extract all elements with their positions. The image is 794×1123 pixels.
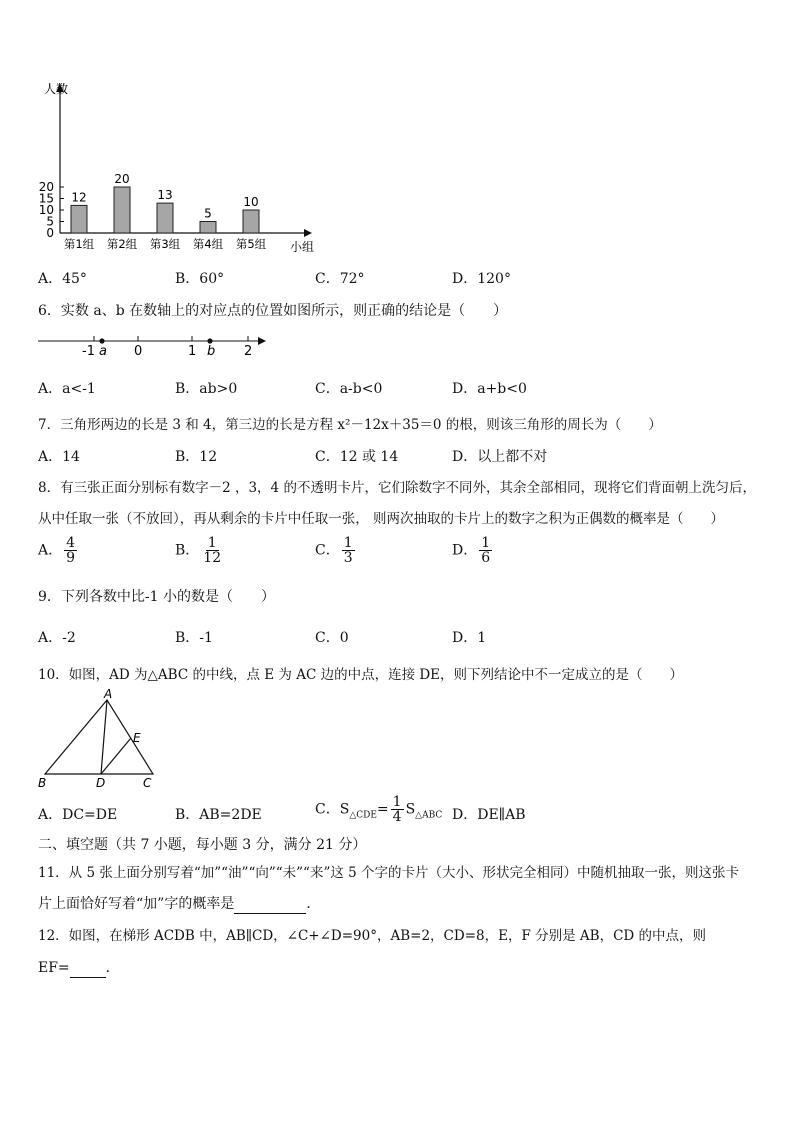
tick-label: b [207, 344, 216, 359]
option-label: B． [175, 542, 200, 559]
tick-label: -1 [82, 344, 95, 359]
option-label: C． [315, 542, 340, 559]
vertex-label: B [38, 776, 47, 790]
answer-blank[interactable] [70, 959, 106, 978]
fraction: $\frac{1}{4}$ [392, 794, 402, 825]
bar [114, 187, 130, 233]
q10-option-c[interactable]: C．$S_{\triangle CDE}=$ $\frac{1}{4}$ $S_{\triangle ABC}$ [315, 794, 443, 825]
y-tick-label: 15 [38, 191, 54, 206]
q8-option-b[interactable] [175, 536, 225, 565]
q8-stem-line2: 从中任取一张（不放回），再从剩余的卡片中任取一张， 则两次抽取的卡片上的数字之积为正偶数的概率是（ ） [38, 511, 725, 527]
q5-option-c[interactable]: C．72° [315, 271, 365, 287]
bar [243, 210, 259, 233]
vertex-label: A [104, 688, 113, 701]
q10-option-d[interactable]: D．DE∥AB [452, 807, 526, 823]
q7-stem: 7．三角形两边的长是 3 和 4，第三边的长是方程 x²－12x＋35＝0 的根，则该三角形的周长为（ ） [38, 417, 662, 433]
q10-option-b[interactable]: B．AB=2DE [175, 807, 262, 823]
q8-stem-line1: 8．有三张正面分别标有数字－2 ，3，4 的不透明卡片，它们除数字不同外，其余全部相同，现将它们背面朝上洗匀后， [38, 480, 756, 496]
q12-stem-line1: 12．如图，在梯形 ACDB 中，AB∥CD，∠C+∠D=90°，AB=2，CD=8，E，F 分别是 AB，CD 的中点，则 [38, 928, 707, 944]
y-tick-label: 5 [46, 214, 54, 229]
x-tick-label: 第2组 [106, 237, 138, 251]
q8-option-a[interactable] [38, 536, 79, 565]
data-label: 5 [204, 206, 212, 221]
data-label: 20 [114, 172, 130, 186]
x-axis-title: 小组 [290, 240, 315, 254]
y-tick-label: 10 [38, 203, 54, 217]
q9-option-b[interactable]: B．-1 [175, 630, 213, 646]
q9-option-a[interactable]: A．-2 [38, 630, 76, 646]
q6-option-c[interactable]: C．a-b<0 [315, 381, 383, 397]
q12-stem-line2: EF= ． [38, 960, 120, 976]
tick-label: 2 [244, 344, 253, 359]
q11-stem-line1: 11．从 5 张上面分别写着“加”“油”“向”“未”“来”这 5 个字的卡片（大小、形状完全相同）中随机抽取一张，则这张卡 [38, 865, 740, 881]
q5-option-b[interactable]: B．60° [175, 271, 225, 287]
number-line [38, 330, 273, 360]
point-b [207, 338, 212, 343]
x-tick-label: 第1组 [63, 237, 95, 251]
vertex-label: E [133, 731, 141, 745]
option-label: D． [452, 542, 478, 559]
fraction: $\frac{1}{3}$ [343, 535, 353, 566]
data-label: 10 [243, 195, 259, 209]
fraction: $\frac{4}{9}$ [66, 535, 76, 566]
bar [71, 205, 87, 233]
q10-stem: 10．如图，AD 为△ABC 的中线，点 E 为 AC 边的中点，连接 DE，则下列结论中不一定成立的是（ ） [38, 667, 684, 683]
q8-option-d[interactable] [452, 536, 494, 565]
data-label: 12 [71, 190, 87, 205]
q6-option-d[interactable]: D．a+b<0 [452, 381, 527, 397]
q11-stem-line2: 片上面恰好写着“加”字的概率是 ． [38, 896, 321, 912]
point-a [99, 338, 104, 343]
answer-blank[interactable] [234, 895, 306, 914]
tick-label: a [99, 344, 107, 359]
fraction: $\frac{1}{12}$ [203, 535, 222, 566]
q7-option-a[interactable]: A．14 [38, 449, 80, 465]
q6-stem: 6．实数 a、b 在数轴上的对应点的位置如图所示，则正确的结论是（ ） [38, 303, 508, 319]
q7-option-c[interactable]: C．12 或 14 [315, 449, 399, 465]
y-tick-label: 20 [38, 180, 54, 194]
q9-stem: 9．下列各数中比-1 小的数是（ ） [38, 589, 275, 605]
triangle-figure [36, 688, 160, 794]
x-tick-label: 第4组 [192, 237, 224, 251]
q5-option-d[interactable]: D．120° [452, 271, 511, 287]
section-heading: 二、填空题（共 7 小题，每小题 3 分，满分 21 分） [38, 837, 367, 853]
bar [200, 222, 216, 234]
q10-option-a[interactable]: A．DC=DE [38, 807, 118, 823]
q7-option-d[interactable]: D．以上都不对 [452, 449, 548, 465]
q6-option-b[interactable]: B．ab>0 [175, 381, 238, 397]
x-axis-arrow [304, 229, 312, 237]
y-tick-label: 0 [46, 226, 54, 240]
tick-label: 0 [134, 344, 143, 359]
y-axis-title: 人数 [44, 82, 69, 96]
q6-option-a[interactable]: A．a<-1 [38, 381, 96, 397]
q9-option-c[interactable]: C．0 [315, 630, 349, 646]
option-label: A． [38, 542, 63, 559]
fraction: $\frac{1}{6}$ [481, 535, 491, 566]
x-tick-label: 第3组 [149, 237, 181, 251]
data-label: 13 [157, 188, 173, 203]
bar [157, 203, 173, 233]
q8-option-c[interactable] [315, 536, 357, 565]
q5-option-a[interactable]: A．45° [38, 271, 87, 287]
vertex-label: C [143, 776, 152, 790]
vertex-label: D [96, 776, 106, 790]
bar-chart [30, 78, 330, 258]
q9-option-d[interactable]: D．1 [452, 630, 487, 646]
x-tick-label: 第5组 [235, 237, 267, 251]
q7-option-b[interactable]: B．12 [175, 449, 218, 465]
tick-label: 1 [188, 344, 197, 359]
